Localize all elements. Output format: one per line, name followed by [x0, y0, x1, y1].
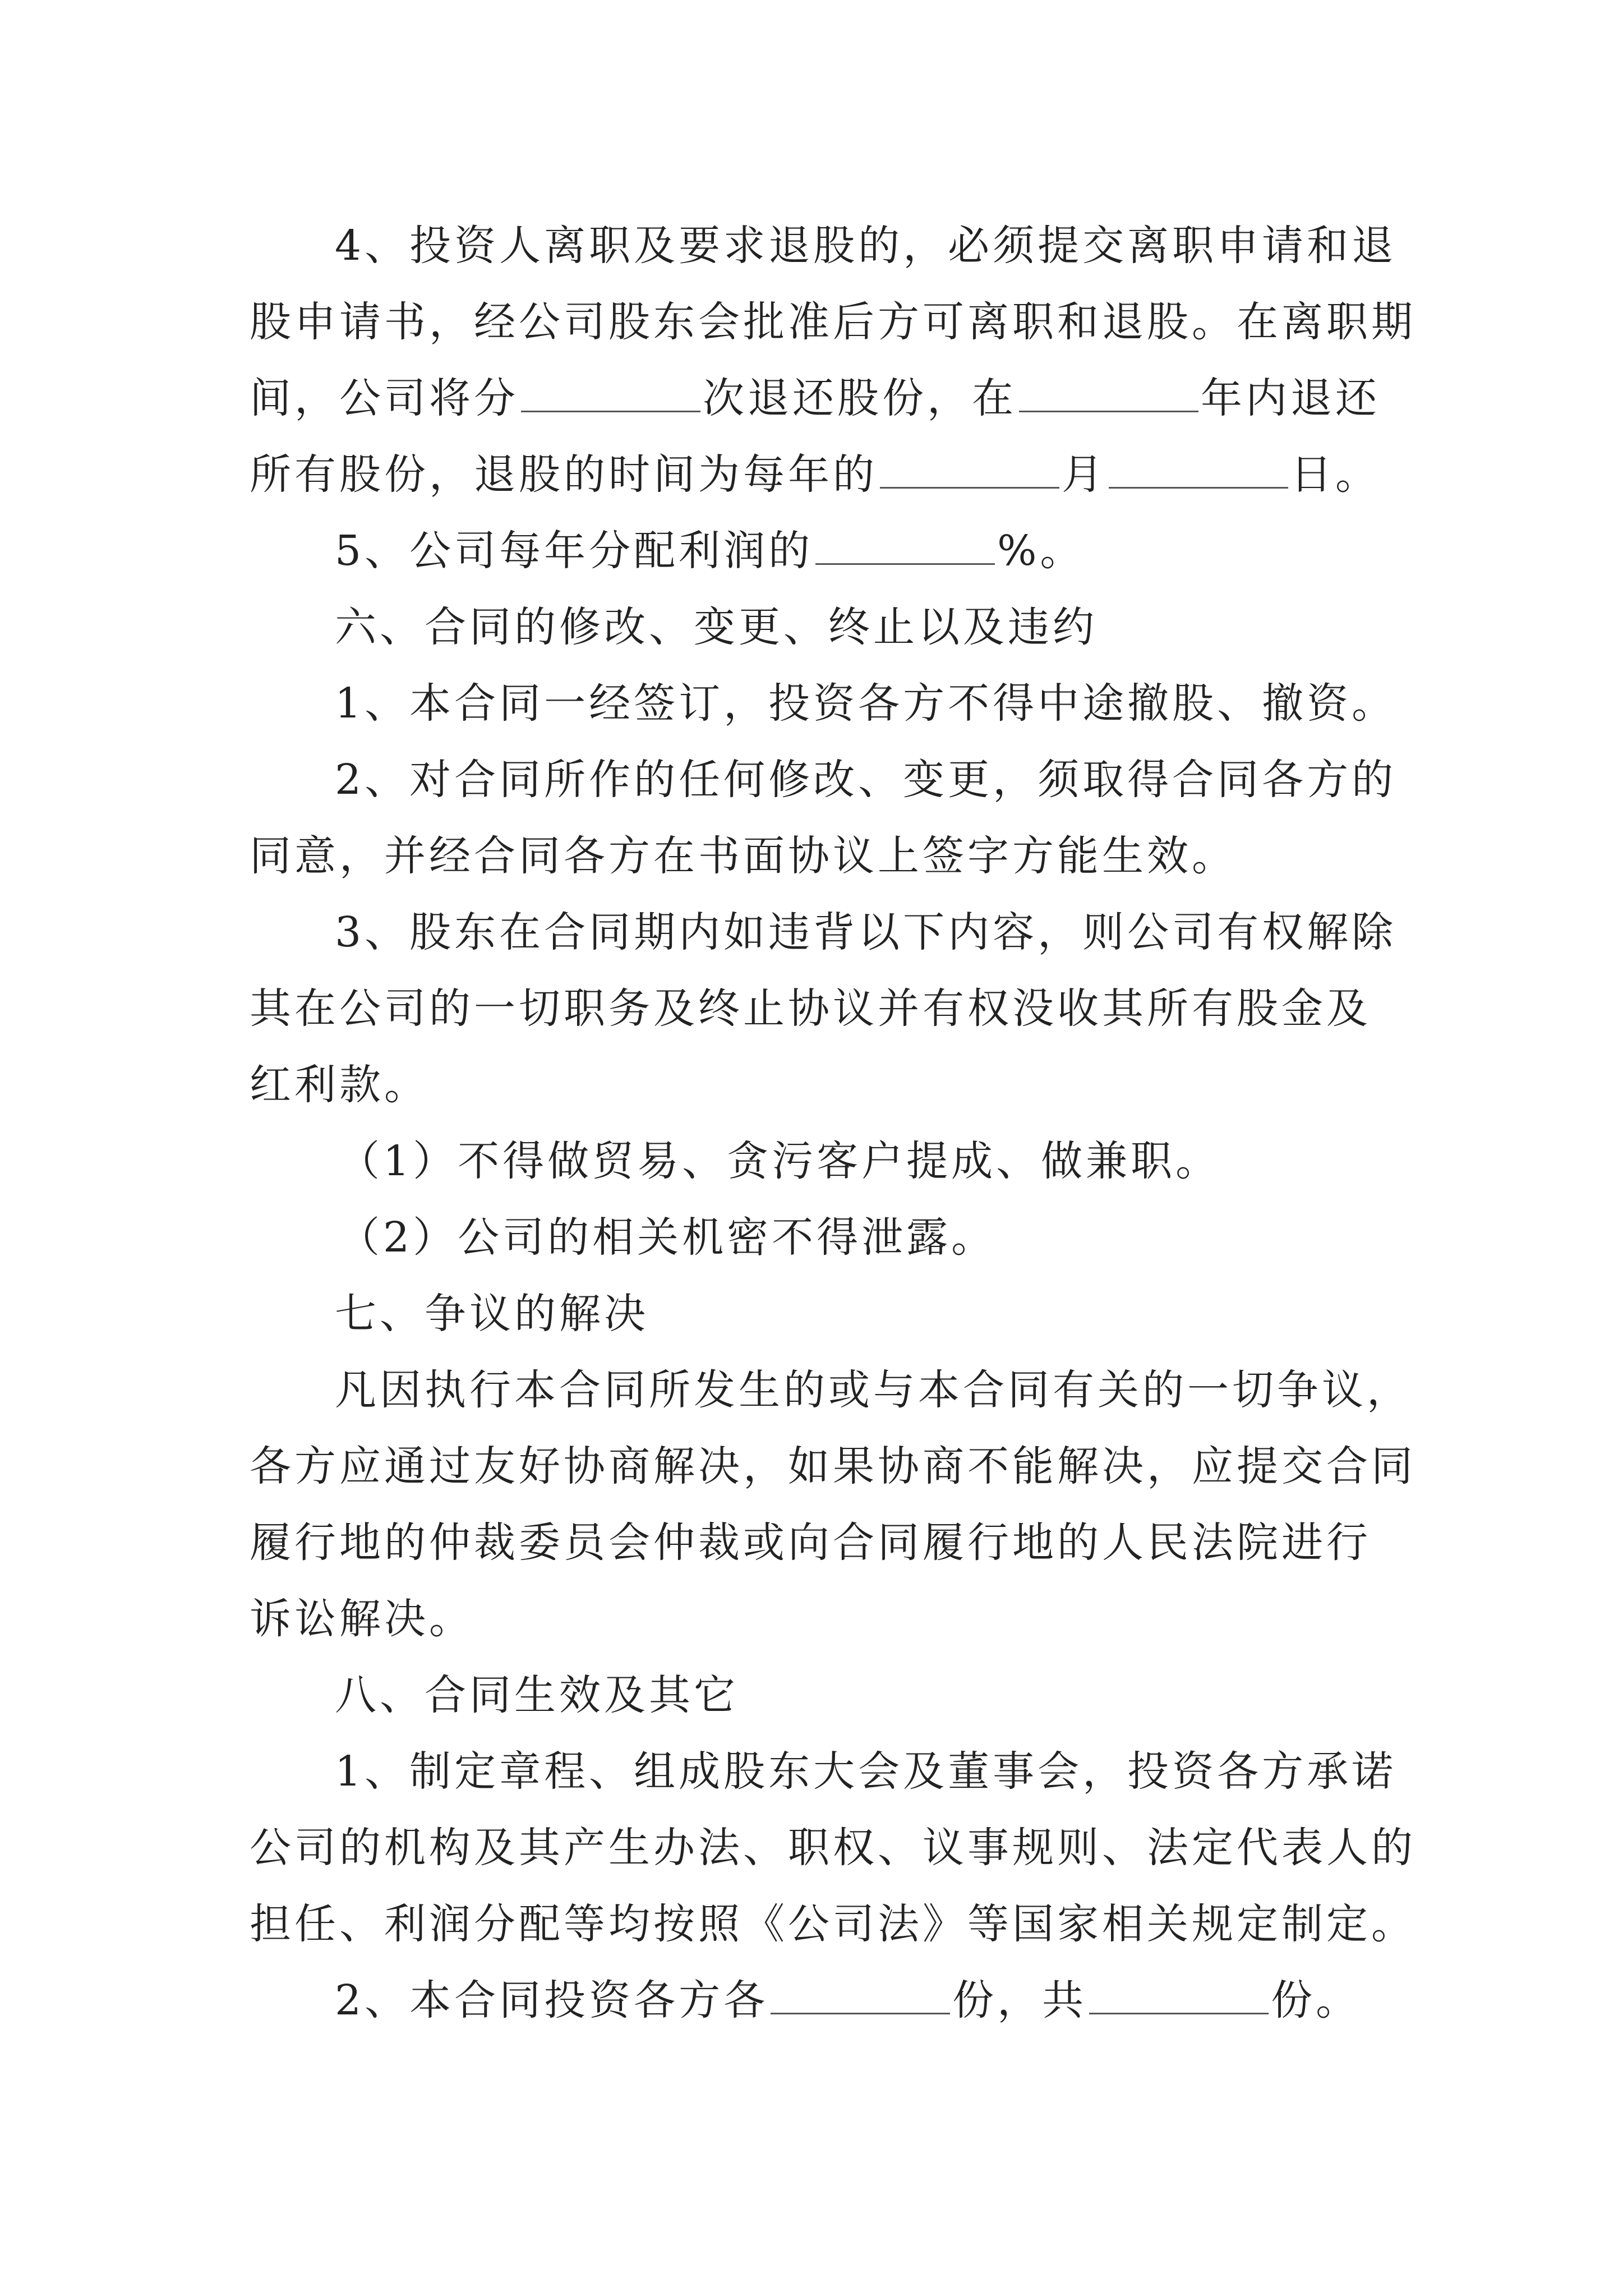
section8-p1-line3: 担任、利润分配等均按照《公司法》等国家相关规定制定。	[250, 1900, 1416, 1948]
section8-p1-line2: 公司的机构及其产生办法、职权、议事规则、法定代表人的	[250, 1824, 1416, 1872]
item4-line4-text-c: 日。	[1290, 450, 1380, 499]
section6-heading: 六、合同的修改、变更、终止以及违约	[335, 603, 1098, 651]
item5-text-a: 5、公司每年分配利润的	[335, 527, 814, 575]
section7-line1: 凡因执行本合同所发生的或与本合同有关的一切争议，	[335, 1366, 1412, 1414]
blank-profit-percent	[815, 561, 995, 565]
document-body	[250, 208, 1416, 2039]
section8-heading: 八、合同生效及其它	[335, 1671, 739, 1719]
item4-line4-text-b: 月	[1062, 450, 1106, 499]
section6-p3-line3: 红利款。	[250, 1061, 429, 1109]
section6-p1: 1、本合同一经签订，投资各方不得中途撤股、撤资。	[335, 679, 1397, 728]
section6-p3-line2: 其在公司的一切职务及终止协议并有权没收其所有股金及	[250, 984, 1371, 1033]
section6-sub2: （2）公司的相关机密不得泄露。	[338, 1213, 997, 1262]
section6-p3-line1: 3、股东在合同期内如违背以下内容，则公司有权解除	[335, 908, 1397, 956]
item4-line3-text-b: 次退还股份，在	[703, 374, 1017, 422]
item4-line2: 股申请书，经公司股东会批准后方可离职和退股。在离职期	[250, 298, 1416, 346]
item5-text-b: %。	[997, 527, 1085, 575]
blank-copies-each	[771, 2010, 950, 2014]
blank-day	[1109, 485, 1288, 489]
item4-line1: 4、投资人离职及要求退股的，必须提交离职申请和退	[335, 222, 1397, 270]
item4-line3-text-a: 间，公司将分	[250, 374, 519, 422]
section7-line4: 诉讼解决。	[250, 1595, 474, 1643]
section7-line2: 各方应通过友好协商解决，如果协商不能解决，应提交合同	[250, 1442, 1416, 1490]
item4-line3	[250, 360, 1388, 436]
section8-p2-text-a: 2、本合同投资各方各	[335, 1976, 769, 2024]
item5-line	[250, 513, 1388, 589]
blank-month	[880, 485, 1059, 489]
section7-heading: 七、争议的解决	[335, 1290, 649, 1338]
section6-sub1: （1）不得做贸易、贪污客户提成、做兼职。	[338, 1137, 1221, 1185]
item4-line3-text-c: 年内退还	[1201, 374, 1380, 422]
blank-copies-total	[1089, 2010, 1269, 2014]
section7-line3: 履行地的仲裁委员会仲裁或向合同履行地的人民法院进行	[250, 1519, 1371, 1567]
item4-line4	[250, 436, 1388, 513]
section8-p1-line1: 1、制定章程、组成股东大会及董事会，投资各方承诺	[335, 1747, 1397, 1796]
section8-p2-text-c: 份。	[1271, 1976, 1361, 2024]
item4-line4-text-a: 所有股份，退股的时间为每年的	[250, 450, 878, 499]
section8-p2-text-b: 份，共	[952, 1976, 1087, 2024]
section6-p2-line2: 同意，并经合同各方在书面协议上签字方能生效。	[250, 832, 1237, 880]
blank-years	[1019, 408, 1198, 412]
section8-p2	[250, 1962, 1388, 2039]
blank-installments	[521, 408, 700, 412]
section6-p2-line1: 2、对合同所作的任何修改、变更，须取得合同各方的	[335, 756, 1397, 804]
